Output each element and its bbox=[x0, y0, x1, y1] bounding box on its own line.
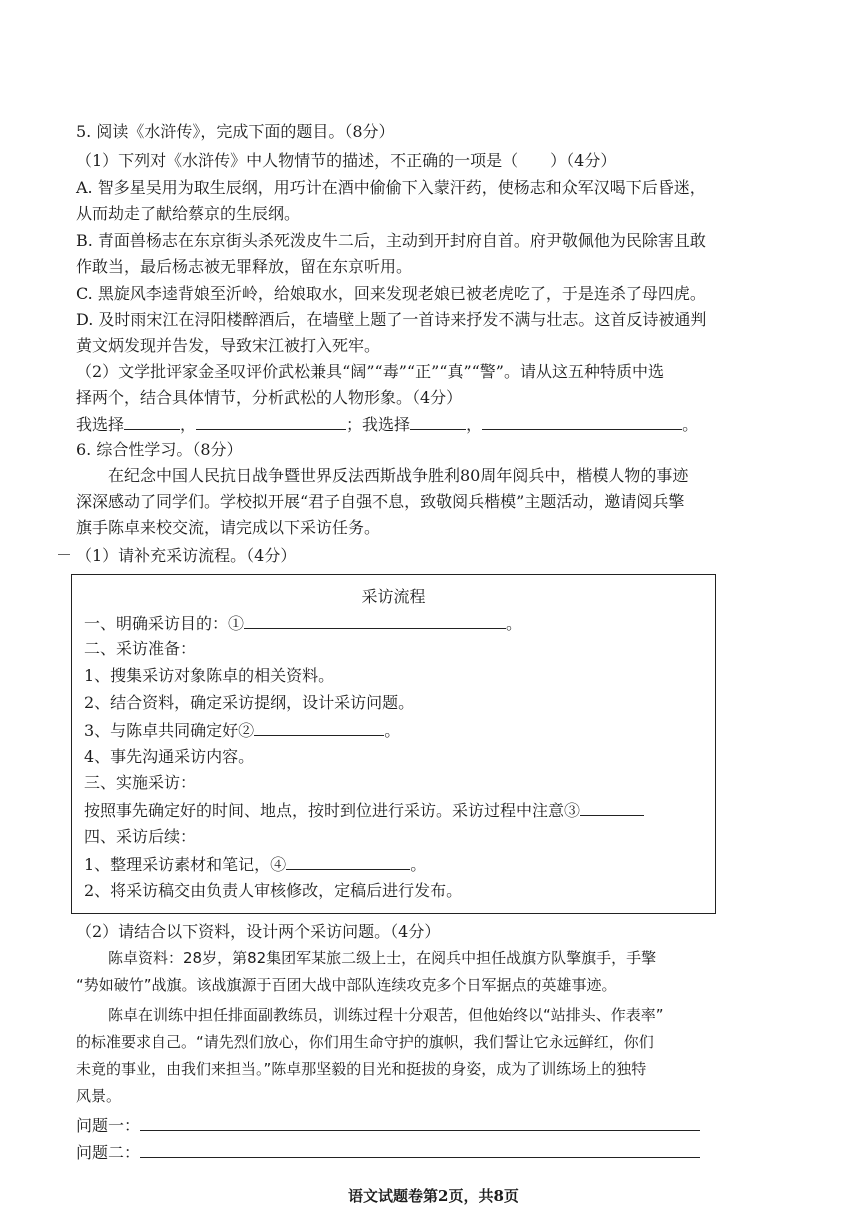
semicolon: ； bbox=[346, 415, 363, 434]
box-title: 采访流程 bbox=[361, 587, 426, 606]
choice-blank-1[interactable] bbox=[124, 414, 180, 430]
blank-1[interactable] bbox=[244, 613, 506, 629]
blank-4[interactable] bbox=[286, 854, 410, 870]
question-2-label: 问题二： bbox=[76, 1143, 141, 1162]
comma: ， bbox=[466, 415, 483, 434]
material-2-line-3: 未竟的事业，由我们来担当。”陈卓那坚毅的目光和挺拔的身姿，成为了训练场上的独特 bbox=[76, 1060, 647, 1078]
box-line-10: 1、整理采访素材和笔记，④ 。 bbox=[84, 855, 427, 874]
material-1-line-1: 陈卓资料：28岁，第82集团军某旅二级上士，在阅兵中担任战旗方队擎旗手，手擎 bbox=[108, 949, 657, 967]
box-line-11: 2、将采访稿交由负责人审核修改，定稿后进行发布。 bbox=[84, 881, 463, 900]
box-line-5: 3、与陈卓共同确定好② 。 bbox=[84, 721, 401, 740]
question-1-blank[interactable] bbox=[140, 1115, 700, 1131]
q5-sub2-1: （2）文学批评家金圣叹评价武松兼具“阔”“毒”“正”“真”“警”。请从这五种特质中选 bbox=[76, 362, 664, 381]
box-line-7: 三、实施采访： bbox=[84, 773, 197, 792]
comma: ， bbox=[180, 415, 197, 434]
q5-option-c: C. 黑旋风李逵背娘至沂岭，给娘取水，回来发现老娘已被老虎吃了，于是连杀了母四虎。 bbox=[76, 284, 706, 303]
question-2-blank[interactable] bbox=[140, 1142, 700, 1158]
page-footer: 语文试题卷第2页，共8页 bbox=[348, 1187, 519, 1205]
choose-label-1: 我选择 bbox=[76, 415, 125, 434]
question-1-label: 问题一： bbox=[76, 1116, 141, 1135]
q5-answer-line bbox=[76, 414, 796, 435]
q6-title: 6. 综合性学习。（8分） bbox=[76, 440, 243, 459]
blank-2[interactable] bbox=[254, 720, 384, 736]
box-line-3: 1、搜集采访对象陈卓的相关资料。 bbox=[84, 666, 335, 685]
material-2-line-1: 陈卓在训练中担任排面副教练员，训练过程十分艰苦，但他始终以“站排头、作表率” bbox=[108, 1006, 664, 1024]
question-2-line bbox=[76, 1142, 796, 1163]
box-line-8: 按照事先确定好的时间、地点，按时到位进行采访。采访过程中注意③ bbox=[84, 800, 709, 821]
q6-sub2: （2）请结合以下资料，设计两个采访问题。（4分） bbox=[76, 922, 441, 941]
choose-label-2: 我选择 bbox=[362, 415, 411, 434]
interview-process-box bbox=[71, 574, 716, 914]
material-2-line-2: 的标准要求自己。“请先烈们放心，你们用生命守护的旗帜，我们誓让它永远鲜红，你们 bbox=[76, 1033, 654, 1051]
q5-sub1: （1）下列对《水浒传》中人物情节的描述，不正确的一项是（ ）（4分） bbox=[76, 151, 617, 170]
analysis-blank-2[interactable] bbox=[482, 414, 682, 430]
period: 。 bbox=[682, 415, 699, 434]
q5-option-d-2: 黄文炳发现并告发，导致宋江被打入死牢。 bbox=[76, 336, 381, 355]
analysis-blank-1[interactable] bbox=[196, 414, 346, 430]
q5-option-b-1: B. 青面兽杨志在东京街头杀死泼皮牛二后，主动到开封府自首。府尹敬佩他为民除害且敢 bbox=[76, 231, 706, 250]
material-1-line-2: “势如破竹”战旗。该战旗源于百团大战中部队连续攻克多个日军据点的英雄事迹。 bbox=[76, 976, 617, 994]
q5-option-b-2: 作敢当，最后杨志被无罪释放，留在东京听用。 bbox=[76, 257, 413, 276]
box-line-6: 4、事先沟通采访内容。 bbox=[84, 747, 255, 766]
q6-intro-1: 在纪念中国人民抗日战争暨世界反法西斯战争胜利80周年阅兵中，楷模人物的事迹 bbox=[108, 466, 689, 485]
q5-sub2-2: 择两个，结合具体情节，分析武松的人物形象。（4分） bbox=[76, 388, 463, 407]
q6-intro-2: 深深感动了同学们。学校拟开展“君子自强不息，致敬阅兵楷模”主题活动，邀请阅兵擎 bbox=[76, 492, 685, 511]
box-line-4: 2、结合资料，确定采访提纲，设计采访问题。 bbox=[84, 693, 415, 712]
q6-intro-3: 旗手陈卓来校交流，请完成以下采访任务。 bbox=[76, 518, 381, 537]
box-line-9: 四、采访后续： bbox=[84, 827, 197, 846]
q5-option-a-2: 从而劫走了献给蔡京的生辰纲。 bbox=[76, 204, 301, 223]
blank-3[interactable] bbox=[580, 800, 644, 816]
box-line-1: 一、明确采访目的：① 。 bbox=[84, 614, 523, 633]
stray-mark bbox=[58, 554, 70, 555]
q5-option-a-1: A. 智多星吴用为取生辰纲，用巧计在酒中偷偷下入蒙汗药，使杨志和众军汉喝下后昏迷， bbox=[76, 178, 706, 197]
q6-sub1: （1）请补充采访流程。（4分） bbox=[76, 546, 297, 565]
material-2-line-4: 风景。 bbox=[76, 1087, 122, 1105]
question-1-line bbox=[76, 1115, 796, 1136]
q5-title: 5. 阅读《水浒传》，完成下面的题目。（8分） bbox=[76, 122, 395, 141]
q5-option-d-1: D. 及时雨宋江在浔阳楼醉酒后，在墙壁上题了一首诗来抒发不满与壮志。这首反诗被通判 bbox=[76, 310, 707, 329]
box-line-2: 二、采访准备： bbox=[84, 639, 197, 658]
choice-blank-2[interactable] bbox=[410, 414, 466, 430]
